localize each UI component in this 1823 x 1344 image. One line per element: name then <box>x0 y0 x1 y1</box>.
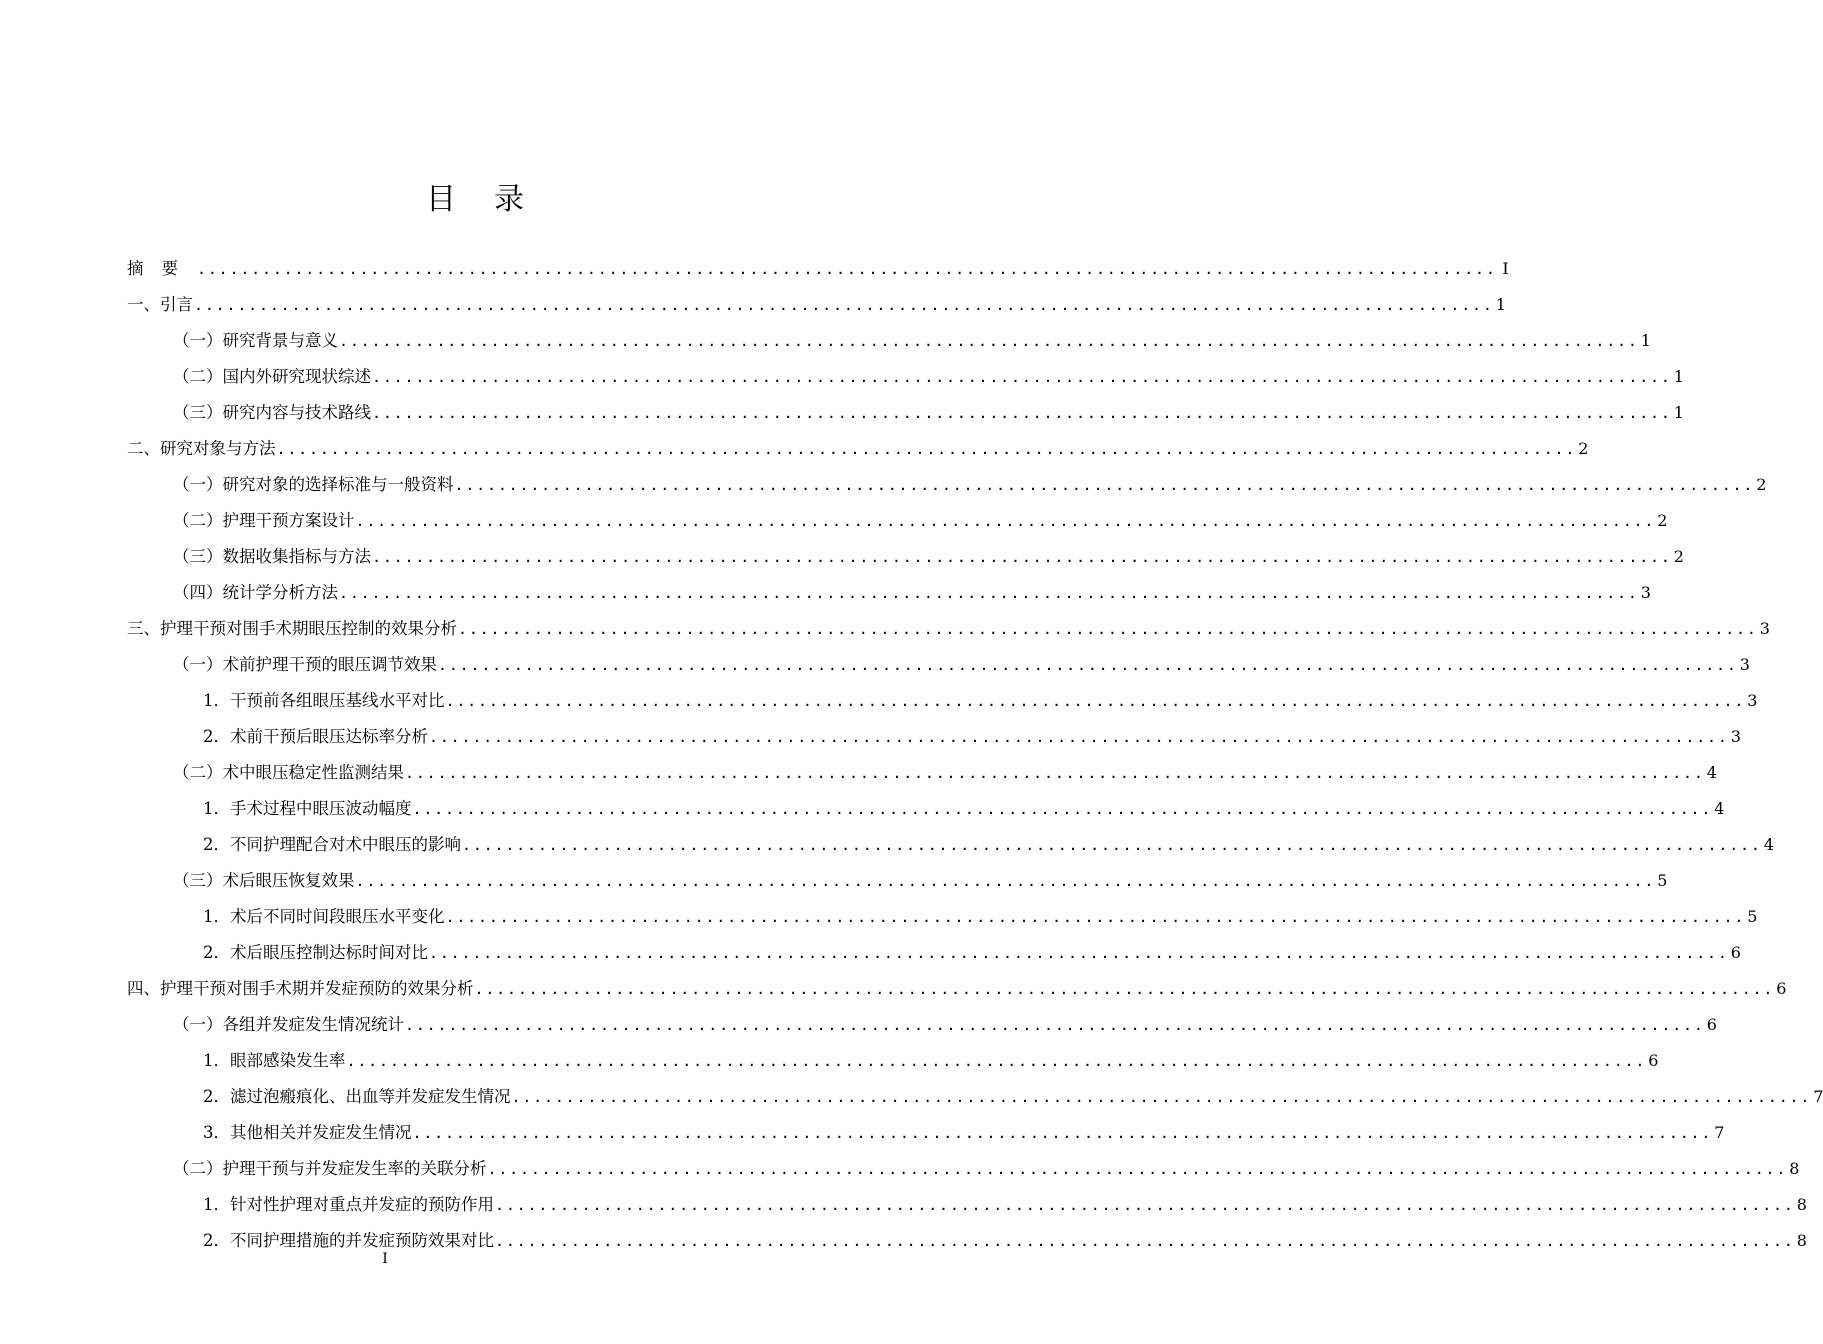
toc-leader-dots: ........................................................................................................................ <box>372 368 1672 386</box>
toc-page-number: 3 <box>1747 691 1758 710</box>
toc-leader-dots: ........................................................................................................................ <box>495 1232 1795 1250</box>
toc-entry[interactable] <box>127 899 1758 935</box>
toc-entry[interactable] <box>127 1007 1717 1043</box>
toc-leader-dots: ........................................................................................................................ <box>412 1124 1713 1142</box>
toc-page-number: 8 <box>1789 1159 1800 1178</box>
toc-leader-dots: ........................................................................................................................ <box>276 440 1577 458</box>
toc-entry-label: 3．其他相关并发症发生情况 <box>203 1123 412 1142</box>
toc-entry[interactable] <box>127 1187 1807 1223</box>
toc-leader-dots: ........................................................................................................................ <box>495 1196 1795 1214</box>
toc-leader-dots: ........................................................................................................................ <box>339 332 1639 350</box>
toc-page-number: 6 <box>1648 1051 1659 1070</box>
toc-entry-label: （一）术前护理干预的眼压调节效果 <box>173 655 437 674</box>
toc-leader-dots: ........................................................................................................................ <box>346 1052 1647 1070</box>
toc-entry[interactable] <box>127 323 1651 359</box>
toc-leader-dots: ........................................................................................................................ <box>462 836 1762 854</box>
toc-entry[interactable] <box>127 287 1506 323</box>
toc-entry-label: （一）研究对象的选择标准与一般资料 <box>173 475 454 494</box>
toc-leader-dots: ........................................................................................................................ <box>445 692 1746 710</box>
toc-leader-dots: ........................................................................................................................ <box>194 296 1494 314</box>
toc-leader-dots: ........................................................................................................................ <box>487 1160 1788 1178</box>
toc-entry[interactable] <box>127 431 1589 467</box>
toc-entry-label: （二）护理干预方案设计 <box>173 511 355 530</box>
toc-page-number: 6 <box>1776 979 1787 998</box>
toc-page-number: 4 <box>1714 799 1725 818</box>
toc-entry[interactable] <box>127 791 1725 827</box>
toc-page-number: 2 <box>1673 547 1684 566</box>
toc-entry-label: （三）数据收集指标与方法 <box>173 547 371 566</box>
toc-entry[interactable] <box>127 683 1758 719</box>
toc-entry-label: 一、引言 <box>127 295 193 314</box>
page-title: 目录 <box>426 182 562 218</box>
toc-page-number: 6 <box>1706 1015 1717 1034</box>
toc-page-number: 2 <box>1578 439 1589 458</box>
toc-entry-label: 摘要 <box>127 259 196 278</box>
toc-page-number: 3 <box>1759 619 1770 638</box>
toc-entry-label: （三）研究内容与技术路线 <box>173 403 371 422</box>
toc-entry-label: 1．干预前各组眼压基线水平对比 <box>203 691 445 710</box>
toc-leader-dots: ........................................................................................................................ <box>438 656 1738 674</box>
toc-entry-abstract[interactable] <box>127 251 1509 287</box>
toc-page-number: 7 <box>1714 1123 1725 1142</box>
toc-page-number: 3 <box>1730 727 1741 746</box>
toc-page-number: 2 <box>1657 511 1668 530</box>
toc-leader-dots: ........................................................................................................................ <box>355 872 1656 890</box>
toc-page-number: 3 <box>1640 583 1651 602</box>
toc-entry[interactable] <box>127 611 1770 647</box>
toc-leader-dots: ........................................................................................................................ <box>429 944 1729 962</box>
toc-entry-label: 二、研究对象与方法 <box>127 439 276 458</box>
toc-entry[interactable] <box>127 755 1717 791</box>
toc-entry-label: 1．术后不同时间段眼压水平变化 <box>203 907 445 926</box>
toc-entry-label: 三、护理干预对围手术期眼压控制的效果分析 <box>127 619 457 638</box>
toc-page-number: 4 <box>1763 835 1774 854</box>
toc-page-number: 4 <box>1706 763 1717 782</box>
toc-page-number: 6 <box>1730 943 1741 962</box>
toc-entry[interactable] <box>127 1115 1725 1151</box>
toc-entry[interactable] <box>127 935 1741 971</box>
toc-leader-dots: ........................................................................................................................ <box>372 404 1672 422</box>
toc-leader-dots: ........................................................................................................................ <box>405 1016 1705 1034</box>
toc-entry-label: 2．滤过泡瘢痕化、出血等并发症发生情况 <box>203 1087 511 1106</box>
toc-entry[interactable] <box>127 827 1774 863</box>
toc-entry[interactable] <box>127 863 1668 899</box>
toc-entry-label: （四）统计学分析方法 <box>173 583 338 602</box>
toc-page-number: 8 <box>1796 1231 1807 1250</box>
page-footer-number: I <box>382 1251 388 1267</box>
toc-entry-label: （一）各组并发症发生情况统计 <box>173 1015 404 1034</box>
toc-entry-label: （三）术后眼压恢复效果 <box>173 871 355 890</box>
table-of-contents <box>127 251 1823 1259</box>
toc-leader-dots: ........................................................................................................................ <box>355 512 1656 530</box>
toc-page-number: 1 <box>1640 331 1651 350</box>
toc-page-number: 2 <box>1756 475 1767 494</box>
toc-page-number: 5 <box>1747 907 1758 926</box>
toc-entry-label: （一）研究背景与意义 <box>173 331 338 350</box>
toc-entry-label: 2．术后眼压控制达标时间对比 <box>203 943 428 962</box>
toc-page-number: 8 <box>1796 1195 1807 1214</box>
toc-entry[interactable] <box>127 395 1684 431</box>
toc-page-number: 1 <box>1495 295 1506 314</box>
toc-page-number: 7 <box>1813 1087 1823 1106</box>
toc-entry[interactable] <box>127 1079 1823 1115</box>
toc-entry[interactable] <box>127 359 1684 395</box>
toc-entry[interactable] <box>127 467 1767 503</box>
toc-leader-dots: ........................................................................................................................ <box>474 980 1775 998</box>
toc-entry[interactable] <box>127 1151 1800 1187</box>
toc-entry[interactable] <box>127 719 1741 755</box>
toc-entry[interactable] <box>127 971 1787 1007</box>
toc-entry-label: 1．针对性护理对重点并发症的预防作用 <box>203 1195 494 1214</box>
toc-entry-label: （二）护理干预与并发症发生率的关联分析 <box>173 1159 487 1178</box>
toc-page-number: 1 <box>1673 367 1684 386</box>
toc-entry[interactable] <box>127 539 1684 575</box>
toc-entry[interactable] <box>127 647 1750 683</box>
toc-entry-label: （二）术中眼压稳定性监测结果 <box>173 763 404 782</box>
toc-page-number: 5 <box>1657 871 1668 890</box>
toc-entry-label: 1．手术过程中眼压波动幅度 <box>203 799 412 818</box>
toc-leader-dots: ........................................................................................................................ <box>511 1088 1812 1106</box>
toc-leader-dots: ........................................................................................................................ <box>197 260 1497 278</box>
toc-entry-label: 2．术前干预后眼压达标率分析 <box>203 727 428 746</box>
toc-entry[interactable] <box>127 1043 1659 1079</box>
toc-leader-dots: ........................................................................................................................ <box>412 800 1713 818</box>
toc-leader-dots: ........................................................................................................................ <box>454 476 1755 494</box>
toc-entry[interactable] <box>127 503 1668 539</box>
toc-entry-label: 2．不同护理措施的并发症预防效果对比 <box>203 1231 494 1250</box>
toc-page-number: I <box>1502 259 1509 278</box>
toc-entry-label: （二）国内外研究现状综述 <box>173 367 371 386</box>
toc-leader-dots: ........................................................................................................................ <box>405 764 1705 782</box>
toc-entry-label: 1．眼部感染发生率 <box>203 1051 346 1070</box>
toc-page-number: 1 <box>1673 403 1684 422</box>
toc-entry[interactable] <box>127 575 1651 611</box>
toc-entry-label: 四、护理干预对围手术期并发症预防的效果分析 <box>127 979 474 998</box>
toc-leader-dots: ........................................................................................................................ <box>458 620 1758 638</box>
toc-entry-label: 2．不同护理配合对术中眼压的影响 <box>203 835 461 854</box>
toc-page-number: 3 <box>1739 655 1750 674</box>
toc-leader-dots: ........................................................................................................................ <box>372 548 1672 566</box>
toc-leader-dots: ........................................................................................................................ <box>445 908 1746 926</box>
toc-leader-dots: ........................................................................................................................ <box>339 584 1639 602</box>
toc-leader-dots: ........................................................................................................................ <box>429 728 1729 746</box>
